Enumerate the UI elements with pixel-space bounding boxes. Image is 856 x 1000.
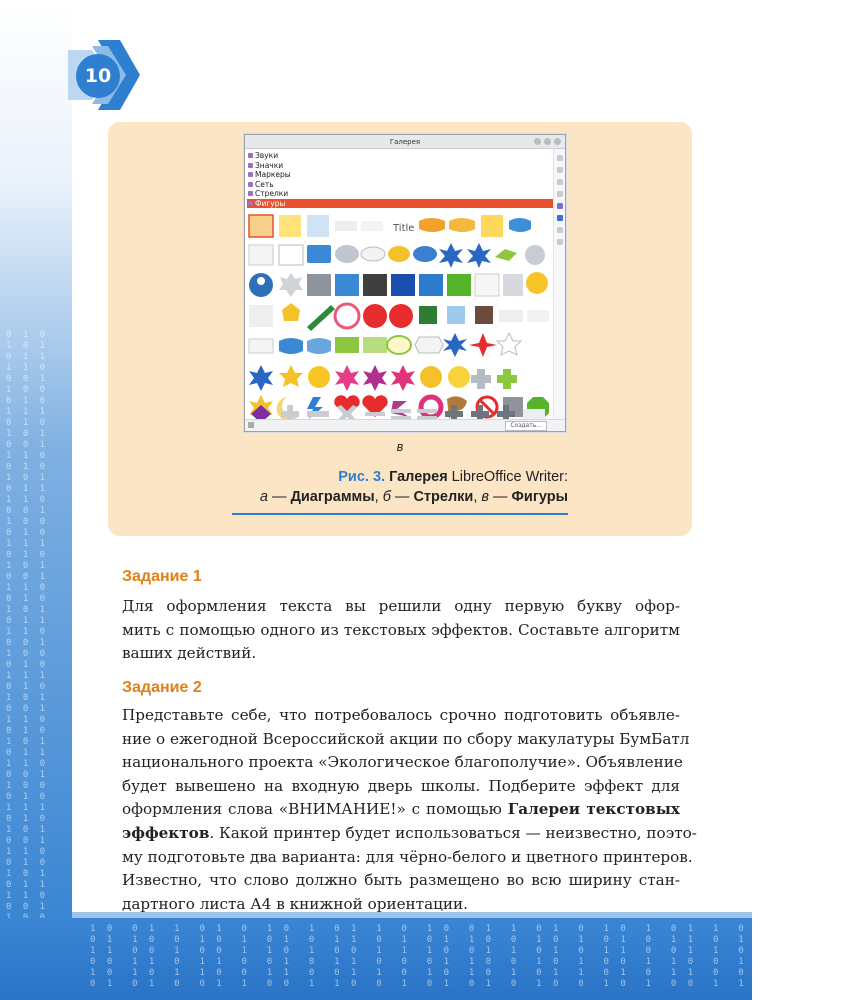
shape-thumbnail <box>523 409 545 419</box>
bottom-decor-band <box>0 918 856 1000</box>
text-fragment: оформления слова «ВНИМАНИЕ!» с помощью <box>122 800 502 819</box>
caption-title-rest: LibreOffice Writer: <box>447 469 568 485</box>
gallery-window <box>244 134 566 432</box>
shape-thumbnail <box>420 366 442 388</box>
shape-thumbnail <box>363 274 387 296</box>
shape-thumbnail <box>467 243 491 268</box>
caption-line-1 <box>260 467 568 487</box>
shape-thumbnail <box>443 333 467 357</box>
shape-thumbnail <box>249 245 273 265</box>
shape-thumbnail <box>335 245 359 263</box>
sidebar-tool-icon[interactable] <box>557 239 563 245</box>
panel-letter: в <box>396 440 404 454</box>
figure-caption <box>260 467 568 507</box>
text-line: национального проекта «Экологическое благополучие». Объявление <box>122 753 683 772</box>
shape-thumbnail <box>335 365 359 391</box>
title-shape-text: Title <box>393 223 415 234</box>
gallery-menu-icon[interactable] <box>248 422 254 428</box>
page-number: 10 <box>76 54 120 98</box>
shape-thumbnail <box>469 333 497 357</box>
task-1-text <box>122 595 680 666</box>
text-line: ние о ежегодной Всероссийской акции по сбору макулатуры БумБатл <box>122 729 690 748</box>
page-number-badge <box>62 40 142 110</box>
shape-thumbnail <box>419 274 443 296</box>
text-line: Представьте себе, что потребовалось срочно подготовить объявле- <box>122 706 680 724</box>
shape-thumbnail <box>497 333 521 355</box>
shape-thumbnail <box>475 306 493 324</box>
caption-dash: — <box>390 489 414 505</box>
shape-thumbnail <box>388 246 410 262</box>
gallery-window-title: Галерея <box>389 138 421 146</box>
caption-dash: — <box>488 489 512 505</box>
caption-label-a: Диаграммы <box>290 489 375 505</box>
sidebar-tool-icon[interactable] <box>557 227 563 233</box>
sidebar-tool-icon[interactable] <box>557 191 563 197</box>
shape-thumbnail <box>361 221 383 231</box>
task-2-heading: Задание 2 <box>122 679 202 696</box>
gallery-sidebar <box>553 149 565 419</box>
gallery-bottom-bar <box>245 419 565 431</box>
shape-thumbnail <box>525 245 545 265</box>
caption-line-2 <box>260 487 568 507</box>
sidebar-tool-icon[interactable] <box>557 155 563 161</box>
binary-pattern: 0 1 0 1 0 1 0 1 1 1 1 0 0 0 1 1 0 0 0 1 0 1 1 1 0 1 0 1 0 1 0 0 1 1 1 0 0 1 0 1 0 1 0 1 1 1 1 0 0 0 1 1 0 0 0 1 0 1 1 1 0 1 0 1 0 1 0 0 1 1 1 0 0 1 0 1 0 1 0 1 1 1 1 0 0 0 1 1 0 0 0 1 0 1 1 1 0 1 0 1 0 1 0 0 1 1 1 0 0 1 0 1 0 1 0 1 1 1 1 0 0 0 1 1 0 0 0 1 0 1 1 1 0 1 0 1 0 1 0 0 1 1 1 0 0 1 0 1 0 1 0 1 1 1 1 0 0 0 1 <box>6 330 49 912</box>
shape-thumbnail <box>279 365 303 387</box>
shape-thumbnail <box>279 338 303 354</box>
shape-thumbnail <box>415 337 443 353</box>
shape-thumbnail <box>419 306 437 324</box>
shape-thumbnail <box>391 365 415 391</box>
theme-item[interactable]: Маркеры <box>247 170 553 180</box>
sidebar-tool-icon[interactable] <box>557 203 563 209</box>
shape-thumbnail <box>279 215 301 237</box>
maximize-icon <box>544 138 551 145</box>
text-line: ваших действий. <box>122 644 257 663</box>
shape-thumbnail <box>391 274 415 296</box>
shape-thumbnail <box>335 337 359 353</box>
text-line: будет вывешено на входную дверь школы. Подберите эффект для <box>122 776 680 795</box>
text-line-mixed <box>122 798 680 822</box>
text-line: мить с помощью одного из текстовых эффектов. Составьте алгоритм <box>122 620 680 639</box>
caption-label-b: Стрелки <box>413 489 474 505</box>
text-line: Для оформления текста вы решили одну первую букву офор- <box>122 597 680 615</box>
shape-thumbnail <box>249 215 273 237</box>
bold-term: Галереи текстовых <box>507 800 680 819</box>
shape-thumbnail <box>447 306 465 324</box>
shape-thumbnail <box>257 277 265 285</box>
gallery-theme-list <box>247 151 553 208</box>
shape-thumbnail <box>497 369 517 389</box>
shape-thumbnail <box>308 366 330 388</box>
shape-thumbnail <box>363 365 387 391</box>
minimize-icon <box>534 138 541 145</box>
sidebar-tool-icon[interactable] <box>557 179 563 185</box>
shape-thumbnail <box>307 338 331 354</box>
shape-thumbnail <box>413 246 437 262</box>
shape-thumbnail <box>307 411 329 417</box>
shape-thumbnail <box>307 305 335 331</box>
shape-thumbnail <box>419 218 445 232</box>
shape-thumbnail <box>439 243 463 268</box>
shape-thumbnail <box>335 304 359 328</box>
figure-number: Рис. 3. <box>338 469 386 485</box>
shape-thumbnail <box>499 310 523 322</box>
caption-sep: , <box>374 489 383 505</box>
shape-thumbnail <box>448 366 470 388</box>
theme-item-selected[interactable]: Фигуры <box>247 199 553 209</box>
shape-thumbnail <box>249 365 273 391</box>
shape-thumbnail <box>417 409 437 413</box>
shape-thumbnail <box>335 221 357 231</box>
text-line: Известно, что слово должно быть размещено во всю ширину стан- <box>122 871 680 890</box>
shape-thumbnail <box>279 245 303 265</box>
text-line: дартного листа А4 в книжной ориентации. <box>122 894 468 913</box>
shape-thumbnail <box>307 274 331 296</box>
shape-thumbnail <box>526 272 548 294</box>
shape-thumbnail <box>307 215 329 237</box>
left-decor-band <box>0 0 72 1000</box>
shape-thumbnail <box>495 249 517 261</box>
shape-thumbnail <box>481 215 503 237</box>
text-line-mixed <box>122 822 697 846</box>
window-controls <box>534 138 561 145</box>
shape-thumbnail <box>447 274 471 296</box>
shapes-grid <box>247 213 553 419</box>
task-1-heading: Задание 1 <box>122 568 202 585</box>
bold-term: эффектов <box>122 823 210 842</box>
caption-label-v: Фигуры <box>511 489 568 505</box>
shape-thumbnail <box>527 310 549 322</box>
sidebar-tool-icon[interactable] <box>557 215 563 221</box>
caption-sep: , <box>473 489 482 505</box>
gallery-titlebar <box>245 135 565 149</box>
shape-thumbnail <box>363 337 387 353</box>
binary-pattern-bottom: 1 0 0 1 1 0 1 0 1 0 1 0 1 1 0 1 0 0 1 1 0 1 0 1 0 1 0 1 1 0 1 0 0 1 1 0 1 1 0 0 1 0 1 0 1 0 1 1 0 1 0 1 1 0 0 1 0 1 0 1 0 1 1 0 1 0 1 1 0 0 1 1 0 0 1 0 0 1 1 0 1 0 0 1 1 1 0 0 1 1 0 1 0 1 1 0 0 1 1 0 1 1 0 0 1 0 0 1 1 0 1 1 0 0 1 0 1 1 0 0 0 1 1 0 0 1 0 1 0 0 1 1 0 0 1 0 0 1 1 0 1 0 1 0 1 1 0 0 1 1 0 0 1 1 0 1 0 1 0 1 0 1 1 0 1 0 1 1 0 0 1 0 1 0 1 0 1 0 1 0 0 1 1 0 0 1 1 0 0 1 0 1 0 1 0 1 0 0 1 0 1 0 0 1 1 0 1 0 1 0 <box>90 924 856 989</box>
close-icon <box>554 138 561 145</box>
shape-thumbnail <box>282 303 300 321</box>
shape-thumbnail <box>475 274 499 296</box>
shape-thumbnail <box>503 274 523 296</box>
shape-thumbnail <box>363 304 387 328</box>
sidebar-tool-icon[interactable] <box>557 167 563 173</box>
create-theme-button[interactable]: Создать... <box>505 421 547 431</box>
theme-item[interactable]: Значки <box>247 161 553 171</box>
caption-dash: — <box>268 489 291 505</box>
shape-thumbnail <box>335 274 359 296</box>
shape-thumbnail <box>387 336 411 354</box>
shape-thumbnail <box>249 305 273 327</box>
caption-letter-v: в <box>481 489 489 505</box>
theme-item[interactable]: Звуки <box>247 151 553 161</box>
shape-thumbnail <box>509 218 531 232</box>
shape-thumbnail <box>391 409 411 413</box>
shape-thumbnail <box>307 245 331 263</box>
caption-letter-b: б <box>382 489 391 505</box>
shape-thumbnail <box>365 412 385 416</box>
shape-thumbnail <box>361 247 385 261</box>
text-fragment: . Какой принтер будет использоваться — неизвестно, поэто- <box>209 823 697 842</box>
shape-thumbnail <box>449 218 475 232</box>
shape-thumbnail <box>389 304 413 328</box>
figure-panel <box>108 122 692 536</box>
shape-thumbnail <box>249 339 273 353</box>
caption-underline <box>232 513 568 515</box>
task-2-text <box>122 704 697 916</box>
theme-item[interactable]: Стрелки <box>247 189 553 199</box>
shape-thumbnail <box>471 369 491 389</box>
text-line: му подготовьте два варианта: для чёрно-белого и цветного принтеров. <box>122 847 693 866</box>
caption-letter-a: а <box>259 489 268 505</box>
shape-thumbnail <box>279 273 303 297</box>
theme-item[interactable]: Сеть <box>247 180 553 190</box>
caption-bold-title: Галерея <box>389 469 448 485</box>
